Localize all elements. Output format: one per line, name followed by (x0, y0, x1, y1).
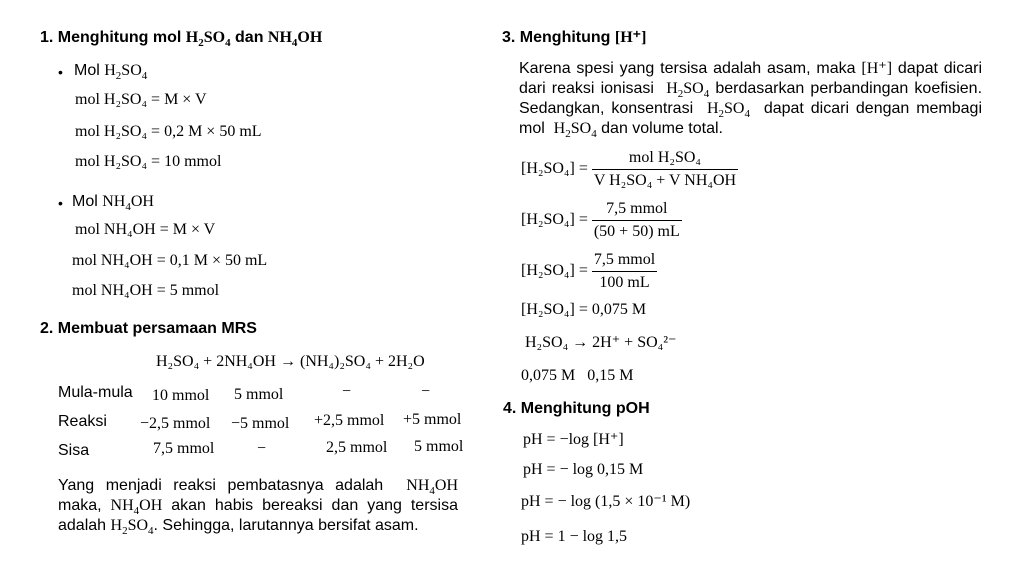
conclusion-paragraph: Yang menjadi reaksi pembatasnya adalah $NH_4OH$ maka, $NH_4OH$ akan habis bereaksi dan yang tersisa adalah $H_2SO_4$. Sehingga, larutannya bersifat asam. (58, 477, 458, 537)
mrs-cell: 10 mmol (152, 387, 210, 404)
bullet-icon: • (58, 195, 63, 211)
mrs-cell: −5 mmol (231, 415, 290, 432)
ionization-values: 0,075 M 0,15 M (521, 367, 634, 384)
mrs-cell: +5 mmol (403, 411, 462, 428)
mrs-reaction: H₂SO₄ + 2NH₄OH → (NH₄)₂SO₄ + 2H₂O (156, 353, 425, 370)
mrs-cell: − (421, 383, 431, 400)
section-3-heading: 3. Menghitung [H⁺] (502, 29, 647, 46)
ph-equation-3: pH = − log (1,5 × 10⁻¹ M) (521, 493, 691, 510)
concentration-substitution: [H₂SO₄] = $\frac{\text{7,5 mmol}}{(50 + 50) mL}$ (521, 200, 680, 240)
nh4oh-equation-1: mol NH₄OH = M × V (75, 221, 216, 238)
h2so4-equation-3: mol H₂SO₄ = 10 mmol (75, 153, 222, 170)
mrs-cell: 5 mmol (234, 386, 284, 403)
mrs-cell: − (257, 440, 267, 457)
section-4-heading: 4. Menghitung pOH (503, 400, 650, 417)
fraction-numerator: mol H₂SO₄ (628, 149, 701, 166)
fraction-denominator: 100 mL (592, 271, 657, 291)
bullet-mol-nh4oh: Mol $NH_4OH$ (72, 193, 154, 213)
section-1-heading: 1. Menghitung mol $H_2SO_4$ dan $NH_4OH$ (40, 29, 323, 49)
mrs-cell: +2,5 mmol (314, 412, 385, 429)
nh4oh-equation-3: mol NH₄OH = 5 mmol (72, 282, 220, 299)
ph-equation-4: pH = 1 − log 1,5 (521, 528, 628, 545)
mrs-cell: 5 mmol (414, 438, 464, 455)
bullet-icon: • (58, 64, 63, 80)
nh4oh-equation-2: mol NH₄OH = 0,1 M × 50 mL (72, 252, 268, 269)
h2so4-equation-1: mol H₂SO₄ = M × V (75, 91, 207, 108)
concentration-result: [H₂SO₄] = 0,075 M (521, 301, 647, 318)
mrs-row-label: Sisa (58, 442, 90, 459)
ph-equation-1: pH = −log [H⁺] (523, 431, 624, 448)
fraction-denominator: (50 + 50) mL (592, 220, 682, 240)
mrs-row-label: Mula-mula (58, 384, 133, 401)
fraction-numerator: 7,5 mmol (606, 200, 668, 217)
h2so4-equation-2: mol H₂SO₄ = 0,2 M × 50 mL (75, 123, 262, 140)
mrs-row-label: Reaksi (58, 413, 107, 430)
ph-equation-2: pH = − log 0,15 M (523, 461, 644, 478)
fraction-denominator: V H₂SO₄ + V NH₄OH (592, 169, 738, 189)
bullet-mol-h2so4: Mol $H_2SO_4$ (74, 62, 148, 82)
mrs-cell: 7,5 mmol (153, 440, 215, 457)
fraction-numerator: 7,5 mmol (593, 251, 656, 268)
section-2-heading: 2. Membuat persamaan MRS (40, 320, 257, 337)
mrs-cell: 2,5 mmol (326, 439, 388, 456)
explanation-paragraph: Karena spesi yang tersisa adalah asam, maka [H⁺] dapat dicari dari reaksi ionisasi $H_2SO_4$ berdasarkan perbandingan koefisien. Sedangkan, konsentrasi $H_2SO_4$ dapat dicari dengan membagi mol $H_2SO_4$ dan volume total. (519, 60, 983, 140)
concentration-formula: [H₂SO₄] = $\frac{\text{mol H₂SO₄}}{\text{V H₂SO₄ + V NH₄OH}}$ (521, 149, 737, 189)
mrs-cell: −2,5 mmol (140, 415, 211, 432)
ionization-equation: H₂SO₄ → 2H⁺ + SO₄²⁻ (525, 334, 677, 351)
concentration-simplified: [H₂SO₄] = $\frac{\text{7,5 mmol}}{100 mL}$ (521, 251, 656, 291)
mrs-cell: − (342, 383, 352, 400)
